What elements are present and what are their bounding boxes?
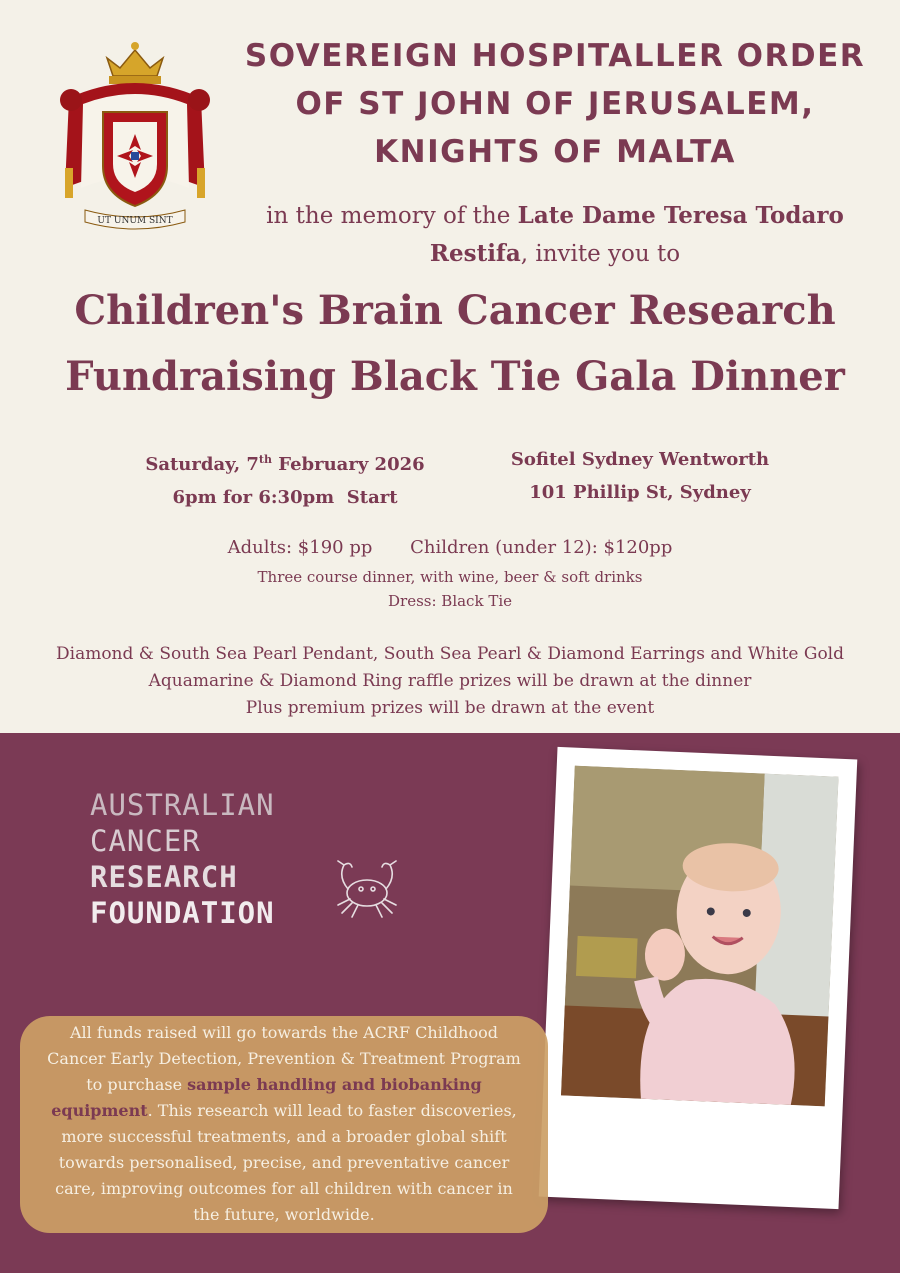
acrf-logo-line: FOUNDATION — [90, 896, 275, 930]
funding-text: . This research will lead to faster discoveries, more successful treatments, and a broader global shift towards personalised, precise, and preventative cancer care, improving outcomes for all children with cancer in the future, worldwide. — [55, 1101, 517, 1224]
funding-highlight: sample handling and biobanking equipment — [51, 1075, 482, 1120]
raffle-line: Diamond & South Sea Pearl Pendant, South Sea Pearl & Diamond Earrings and White Gold — [56, 644, 844, 664]
acrf-logo-line: RESEARCH — [90, 860, 238, 894]
event-date: Saturday, 7th February 2026 — [145, 453, 425, 475]
photo-polaroid — [539, 747, 858, 1209]
funding-text: All funds raised will go towards the ACRF Childhood Cancer Early Detection, Prevention & Treatment Program to purchase — [47, 1023, 521, 1094]
event-venue: Sofitel Sydney Wentworth — [510, 449, 770, 470]
event-address: 101 Phillip St, Sydney — [529, 482, 751, 503]
raffle-prizes — [20, 641, 880, 722]
dress-code: Dress: Black Tie — [388, 592, 512, 610]
honoree-surname: Restifa — [429, 240, 521, 267]
event-title-line: Fundraising Black Tie Gala Dinner — [65, 353, 845, 400]
memory-prefix: in the memory of the — [266, 203, 518, 229]
event-title-line: Children's Brain Cancer Research — [74, 287, 836, 334]
acrf-logo-line: CANCER — [90, 824, 201, 858]
organization-title-line: SOVEREIGN HOSPITALLER ORDER — [244, 38, 866, 74]
funding-info-box — [20, 1016, 548, 1233]
memory-dedication — [230, 197, 880, 273]
acrf-section — [0, 733, 900, 1273]
event-time: 6pm for 6:30pm Start — [172, 487, 398, 508]
crab-icon — [330, 853, 404, 923]
adult-price: Adults: $190 pp — [227, 537, 373, 558]
event-datetime — [110, 443, 460, 514]
memory-suffix: , invite you to — [520, 241, 681, 267]
organization-title — [230, 32, 880, 176]
coat-of-arms-icon — [55, 38, 215, 238]
acrf-logo-line: AUSTRALIAN — [90, 788, 275, 822]
ticket-prices — [0, 537, 900, 558]
dinner-includes: Three course dinner, with wine, beer & soft drinks — [257, 568, 643, 586]
organization-title-line: KNIGHTS OF MALTA — [374, 134, 736, 170]
honoree-name: Late Dame Teresa Todaro — [517, 202, 844, 229]
raffle-line: Aquamarine & Diamond Ring raffle prizes will be drawn at the dinner — [148, 671, 752, 691]
crest-motto: UT UNUM SINT — [97, 216, 173, 226]
organization-title-line: OF ST JOHN OF JERUSALEM, — [295, 86, 815, 122]
child-price: Children (under 12): $120pp — [410, 537, 673, 558]
raffle-line: Plus premium prizes will be drawn at the event — [245, 698, 655, 718]
event-location — [470, 443, 810, 509]
child-photo — [561, 766, 839, 1107]
event-title — [0, 278, 900, 410]
